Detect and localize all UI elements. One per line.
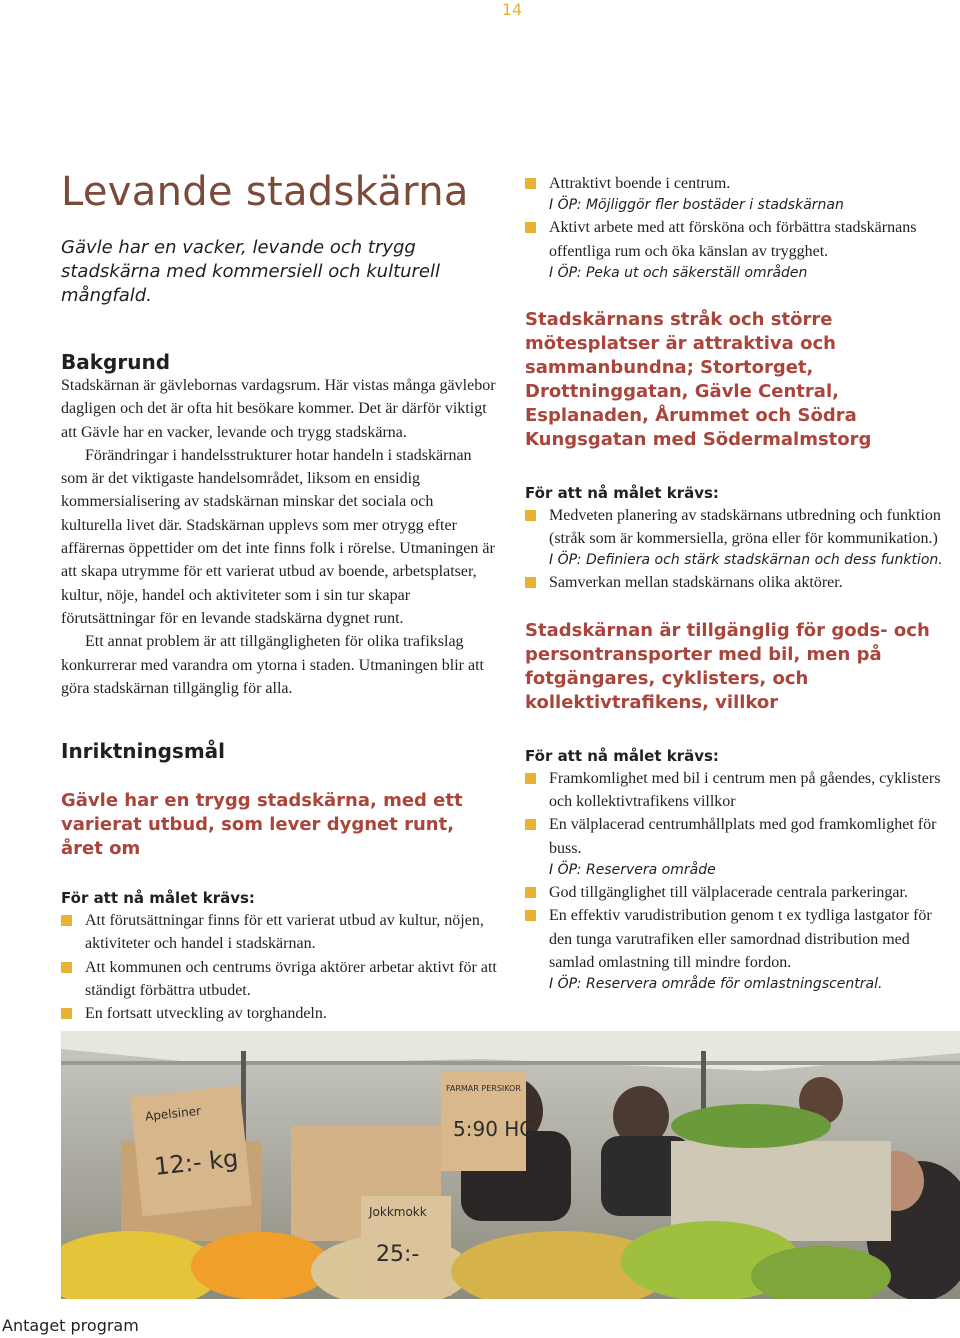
footer-label: Antaget program bbox=[2, 1316, 139, 1335]
background-paragraph-2: Förändringar i handelsstrukturer hotar handeln i stadskärnan som är det viktigaste handelsområdet, liksom en ensidig kommersialisering av stadskärnan minskar det sociala och kulturella livet där. Stadskärnan upplevs som mer otrygg efter affärernas öppettider om det inte finns folk i rörelse. Utmaningen är att skapa utrymme för ett varierat utbud av boende, arbetsplatser, kultur, nöje, handel och aktiviteter som i sin tur skapar förutsättningar för en levande stadskärna dygnet runt. bbox=[61, 446, 495, 627]
requirements-heading: För att nå målet krävs: bbox=[61, 889, 255, 908]
list-item: En effektiv varudistribution genom t ex tydliga lastgator för den tunga varutrafiken eller samordnad distribution med samlad omlastning till mindre fordon. bbox=[525, 904, 957, 974]
requirements-list-2b bbox=[525, 571, 957, 594]
sign-text: FARMAR PERSIKOR bbox=[446, 1084, 521, 1093]
page-title: Levande stadskärna bbox=[61, 169, 469, 215]
price-sign bbox=[361, 1196, 451, 1296]
goal-heading: Gävle har en trygg stadskärna, med ett varierat utbud, som lever dygnet runt, året om bbox=[61, 790, 463, 860]
sign-text: Apelsiner bbox=[144, 1103, 202, 1124]
price-sign bbox=[130, 1086, 252, 1217]
right-column bbox=[525, 172, 957, 995]
intro-text: Gävle har en vacker, levande och trygg stadskärna med kommersiell och kulturell mångfald. bbox=[61, 237, 441, 306]
list-item: Medveten planering av stadskärnans utbredning och funktion (stråk som är kommersiella, gröna eller för kommunikation.) bbox=[525, 504, 957, 551]
background-paragraph-1: Stadskärnan är gävlebornas vardagsrum. Här vistas många gävlebor dagligen och det är ofta hit besökare kommer. Det är därför viktigt att Gävle har en vacker, levande och trygg stadskärna. bbox=[61, 377, 496, 441]
background-heading: Bakgrund bbox=[61, 350, 171, 374]
list-item: En välplacerad centrumhållplats med god framkomlighet för buss. bbox=[525, 813, 957, 860]
sign-price: 5:90 HG bbox=[453, 1117, 535, 1141]
requirements-heading-3: För att nå målet krävs: bbox=[525, 746, 719, 765]
left-column bbox=[61, 168, 497, 1026]
list-item: Att förutsättningar finns för ett varierat utbud av kultur, nöjen, aktiviteter och handel i stadskärnan. bbox=[61, 909, 497, 956]
list-item: Aktivt arbete med att försköna och förbättra stadskärnans offentliga rum och öka känslan av trygghet. bbox=[525, 216, 957, 263]
requirements-list-3 bbox=[525, 767, 957, 860]
price-sign bbox=[441, 1071, 535, 1171]
background-paragraph-3: Ett annat problem är att tillgängligheten för olika trafikslag konkurrerar med varandra om ytorna i staden. Utmaningen blir att göra stadskärnan tillgänglig för alla. bbox=[61, 633, 484, 697]
list-item: Samverkan mellan stadskärnans olika aktörer. bbox=[525, 571, 957, 594]
goal-heading-3: Stadskärnan är tillgänglig för gods- och persontransporter med bil, men på fotgängares, cyklisters, och kollektivtrafikens, villkor bbox=[525, 619, 930, 713]
requirements-heading-2: För att nå målet krävs: bbox=[525, 483, 719, 502]
goal-heading-2: Stadskärnans stråk och större mötesplatser är attraktiva och sammanbundna; Stortorget, Drottninggatan, Gävle Central, Esplanaden, Årummet och Södra Kungsgatan med Södermalmstorg bbox=[525, 308, 872, 450]
requirements-list-3b bbox=[525, 881, 957, 974]
oep-note: I ÖP: Definiera och stärk stadskärnan och dess funktion. bbox=[549, 552, 943, 569]
sign-price: 12:- kg bbox=[152, 1144, 240, 1181]
top-list-2 bbox=[525, 216, 957, 263]
oep-note: I ÖP: Reservera område bbox=[549, 861, 716, 878]
market-photo bbox=[61, 1031, 960, 1299]
list-item: En fortsatt utveckling av torghandeln. bbox=[61, 1002, 497, 1025]
requirements-list-2 bbox=[525, 504, 957, 551]
sign-text: Jokkmokk bbox=[369, 1205, 427, 1219]
requirements-list bbox=[61, 909, 497, 1025]
page-number: 14 bbox=[501, 0, 523, 19]
oep-note: I ÖP: Reservera område för omlastningscentral. bbox=[549, 976, 883, 993]
oep-note: I ÖP: Peka ut och säkerställ områden bbox=[549, 264, 808, 281]
sign-price: 25:- bbox=[376, 1242, 420, 1267]
market-photo-illustration bbox=[61, 1031, 960, 1299]
list-item: Attraktivt boende i centrum. bbox=[525, 172, 957, 195]
top-list bbox=[525, 172, 957, 195]
list-item: Framkomlighet med bil i centrum men på gåendes, cyklisters och kollektivtrafikens villkor bbox=[525, 767, 957, 814]
direction-heading: Inriktningsmål bbox=[61, 739, 226, 764]
list-item: Att kommunen och centrums övriga aktörer arbetar aktivt för att ständigt förbättra utbudet. bbox=[61, 956, 497, 1003]
oep-note: I ÖP: Möjliggör fler bostäder i stadskärnan bbox=[549, 197, 844, 214]
list-item: God tillgänglighet till välplacerade centrala parkeringar. bbox=[525, 881, 957, 904]
